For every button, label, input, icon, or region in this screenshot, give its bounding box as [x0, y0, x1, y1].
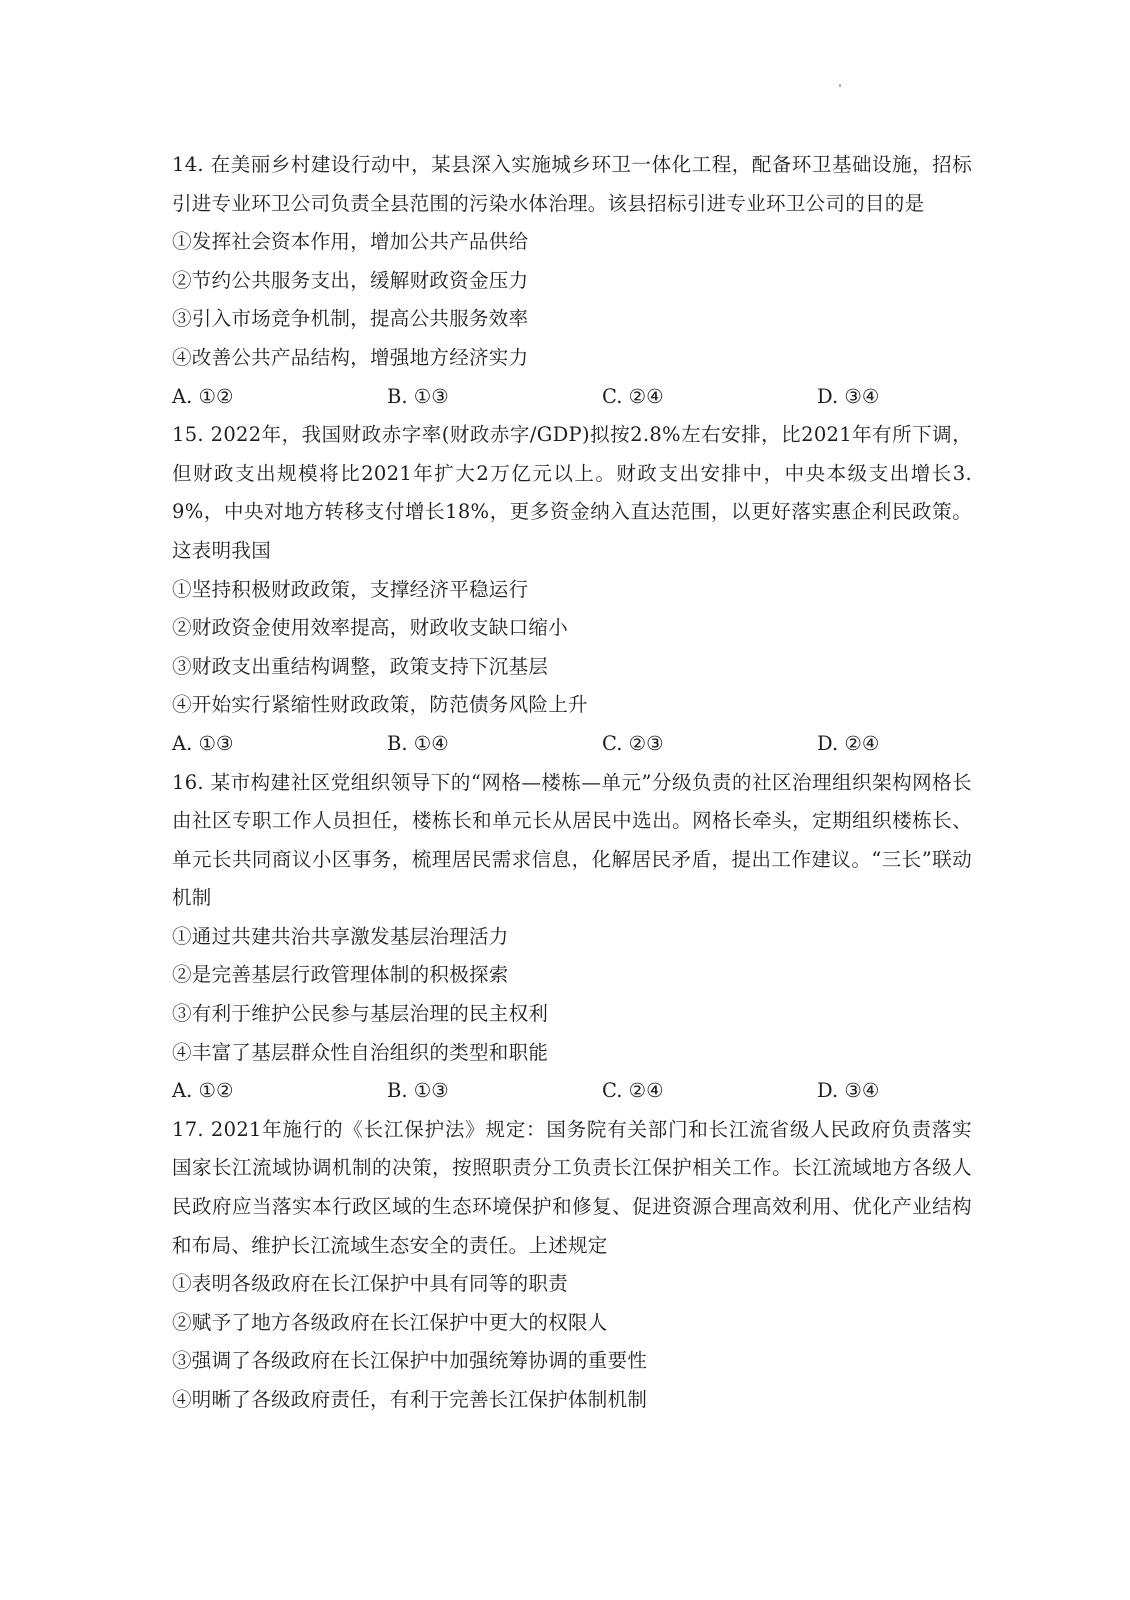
answer-d: D. ③④ — [817, 384, 880, 408]
option-4: ④改善公共产品结构，增强地方经济实力 — [172, 345, 529, 369]
option-3: ③财政支出重结构调整，政策支持下沉基层 — [172, 654, 549, 678]
option-4: ④明晰了各级政府责任，有利于完善长江保护体制机制 — [172, 1388, 648, 1411]
answer-a: A. ①② — [172, 384, 234, 408]
option-2: ②财政资金使用效率提高，财政收支缺口缩小 — [172, 616, 569, 640]
page-mark — [839, 84, 841, 87]
question-17 — [172, 1111, 972, 1420]
answer-c: C. ②④ — [602, 384, 664, 408]
answer-b: B. ①④ — [387, 731, 449, 755]
answer-c: C. ②④ — [602, 1079, 664, 1103]
option-1: ①通过共建共治共享激发基层治理活力 — [172, 924, 509, 948]
answer-d: D. ②④ — [817, 731, 880, 755]
question-15 — [172, 416, 972, 763]
answer-b: B. ①③ — [387, 384, 449, 408]
option-list — [172, 571, 972, 725]
question-stem: 15. 2022年，我国财政赤字率(财政赤字/GDP)拟按2.8%左右安排，比2021年有所下调，但财政支出规模将比2021年扩大2万亿元以上。财政支出安排中，中央本级支出增长3.9%，中央对地方转移支付增长18%，更多资金纳入直达范围，以更好落实惠企利民政策。这表明我国 — [172, 423, 972, 562]
option-3: ③强调了各级政府在长江保护中加强统筹协调的重要性 — [172, 1349, 648, 1373]
option-3: ③引入市场竞争机制，提高公共服务效率 — [172, 307, 529, 331]
answer-a: A. ①③ — [172, 731, 234, 755]
option-list — [172, 1265, 972, 1419]
option-list — [172, 918, 972, 1072]
option-3: ③有利于维护公民参与基层治理的民主权利 — [172, 1002, 549, 1026]
answer-d: D. ③④ — [817, 1079, 880, 1103]
question-14 — [172, 146, 972, 416]
answer-c: C. ②③ — [602, 731, 664, 755]
option-2: ②赋予了地方各级政府在长江保护中更大的权限人 — [172, 1310, 608, 1334]
option-4: ④开始实行紧缩性财政政策，防范债务风险上升 — [172, 693, 588, 717]
answer-b: B. ①③ — [387, 1079, 449, 1103]
question-stem: 14. 在美丽乡村建设行动中，某县深入实施城乡环卫一体化工程，配备环卫基础设施，招标引进专业环卫公司负责全县范围的污染水体治理。该县招标引进专业环卫公司的目的是 — [172, 153, 972, 215]
question-list — [172, 146, 972, 1420]
answer-a: A. ①② — [172, 1079, 234, 1103]
answer-choices — [172, 725, 972, 764]
answer-choices — [172, 1072, 972, 1111]
question-16 — [172, 764, 972, 1111]
option-2: ②节约公共服务支出，缓解财政资金压力 — [172, 268, 529, 292]
answer-choices — [172, 378, 972, 417]
option-1: ①表明各级政府在长江保护中具有同等的职责 — [172, 1272, 569, 1296]
option-list — [172, 223, 972, 377]
question-stem: 17. 2021年施行的《长江保护法》规定：国务院有关部门和长江流省级人民政府负责落实国家长江流域协调机制的决策，按照职责分工负责长江保护相关工作。长江流域地方各级人民政府应当落实本行政区域的生态环境保护和修复、促进资源合理高效利用、优化产业结构和布局、维护长江流域生态安全的责任。上述规定 — [172, 1117, 972, 1257]
option-1: ①坚持积极财政政策，支撑经济平稳运行 — [172, 577, 529, 601]
option-2: ②是完善基层行政管理体制的积极探索 — [172, 963, 509, 987]
question-stem: 16. 某市构建社区党组织领导下的“网格—楼栋—单元”分级负责的社区治理组织架构网格长由社区专职工作人员担任，楼栋长和单元长从居民中选出。网格长牵头，定期组织楼栋长、单元长共同商议小区事务，梳理居民需求信息，化解居民矛盾，提出工作建议。“三长”联动机制 — [172, 770, 972, 910]
option-1: ①发挥社会资本作用，增加公共产品供给 — [172, 230, 529, 254]
option-4: ④丰富了基层群众性自治组织的类型和职能 — [172, 1040, 549, 1064]
